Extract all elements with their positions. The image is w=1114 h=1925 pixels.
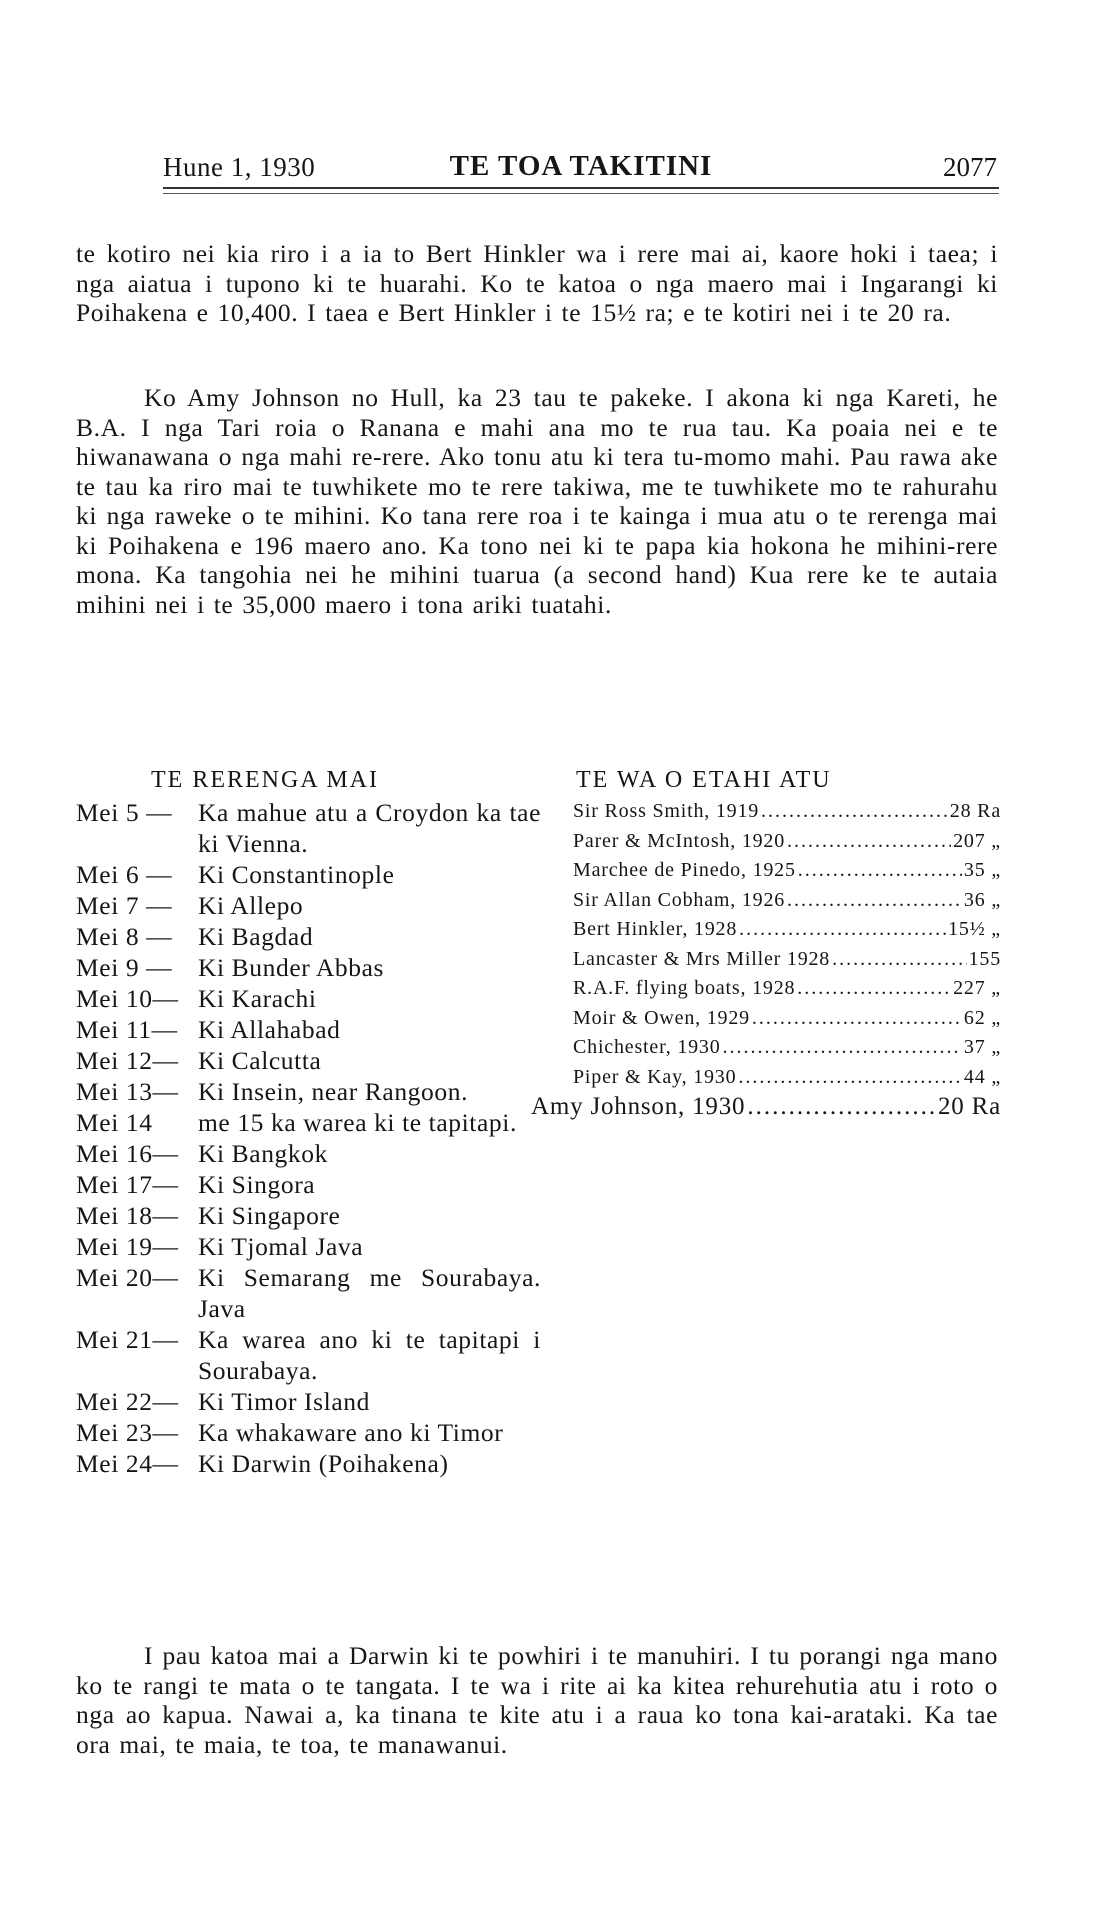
record-row	[531, 915, 1001, 945]
route-entry-day: Mei 6 —	[76, 860, 173, 889]
route-entry	[76, 1014, 541, 1045]
paragraph-amy-johnson: Ko Amy Johnson no Hull, ka 23 tau te pakeke. I akona ki nga Kareti, he B.A. I nga Tari roia o Ranana e mahi ana mo te rua tau. Ka poaia nei e te hiwanawana o nga mahi re-rere. Ako tonu atu ki tera tu-momo mahi. Pau rawa ake te tau ka riro mai te tuwhikete mo te rere takiwa, me te tuwhikete mo te rahurahu ki nga raweke o te mihini. Ko tana rere roa i te kainga i mua atu o te rerenga mai ki Poihakena e 196 maero ano. Ka tono nei ki te papa kia hokona he mihini-rere mona. Ka tangohia nei he mihini tuarua (a second hand) Kua rere ke te autaia mihini nei i te 35,000 maero i tona ariki tuatahi.	[76, 383, 998, 619]
record-name: Amy Johnson, 1930	[531, 1093, 746, 1120]
route-entry-day: Mei 14	[76, 1108, 153, 1137]
record-name: Piper & Kay, 1930	[573, 1065, 737, 1088]
header-date: Hune 1, 1930	[163, 152, 316, 182]
route-entry	[76, 1386, 541, 1417]
route-entry	[76, 1448, 541, 1479]
route-entry-text: Ki Bunder Abbas	[198, 953, 385, 982]
route-entry-text: Ki Insein, near Rangoon.	[198, 1077, 469, 1106]
route-entry-day: Mei 12—	[76, 1046, 179, 1075]
route-entry	[76, 797, 541, 859]
route-list	[76, 797, 541, 1479]
route-entry-day: Mei 8 —	[76, 922, 173, 951]
route-entry-text: Ki Constantinople	[198, 860, 395, 889]
page-header	[163, 150, 999, 186]
record-row	[531, 797, 1001, 827]
record-row	[531, 1063, 1001, 1093]
record-value: 37 „	[963, 1036, 1001, 1058]
route-entry-text: Ki Singapore	[198, 1201, 341, 1230]
record-value: 15½ „	[948, 918, 1001, 940]
route-entry	[76, 983, 541, 1014]
record-leader-dots	[761, 797, 948, 827]
record-row	[531, 856, 1001, 886]
route-entry	[76, 921, 541, 952]
record-row	[531, 1092, 1001, 1122]
route-entry-day: Mei 5 —	[76, 798, 173, 827]
route-entry-text: Ka warea ano ki te tapitapi i Sourabaya.	[198, 1325, 541, 1385]
record-leader-dots	[738, 1063, 962, 1093]
record-value: 227 „	[953, 977, 1001, 999]
route-entry	[76, 1417, 541, 1448]
route-entry	[76, 859, 541, 890]
record-leader-dots	[797, 974, 951, 1004]
route-entry-text: Ki Allahabad	[198, 1015, 341, 1044]
record-leader-dots	[747, 1092, 936, 1122]
route-entry	[76, 1200, 541, 1231]
route-entry-day: Mei 11—	[76, 1015, 178, 1044]
paragraph-intro: te kotiro nei kia riro i a ia to Bert Hinkler wa i rere mai ai, kaore hoki i taea; i nga aiatua i tupono ki te huarahi. Ko te katoa o nga maero mai i Ingarangi ki Poihakena e 10,400. I taea e Bert Hinkler i te 15½ ra; e te kotiri nei i te 20 ra.	[76, 239, 998, 327]
route-entry-text: Ki Calcutta	[198, 1046, 322, 1075]
record-value: 44 „	[963, 1065, 1001, 1088]
record-name: Moir & Owen, 1929	[573, 1006, 750, 1029]
route-entry-day: Mei 9 —	[76, 953, 173, 982]
record-value: 36 „	[963, 888, 1001, 911]
header-title: TE TOA TAKITINI	[449, 150, 713, 182]
records-heading: TE WA O ETAHI ATU	[576, 767, 832, 793]
paragraph-darwin: I pau katoa mai a Darwin ki te powhiri i te manuhiri. I tu porangi nga mano ko te rangi te mata o te tangata. I te wa i rite ai ka kitea rehurehutia atu i roto o nga ao kapua. Nawai a, ka tinana te kite atu i a raua ko tona kai-arataki. Ka tae ora mai, te maia, te toa, te manawanui.	[76, 1641, 998, 1759]
route-entry-text: Ka whakaware ano ki Timor	[198, 1418, 504, 1447]
route-entry	[76, 1076, 541, 1107]
record-name: Chichester, 1930	[573, 1036, 721, 1058]
record-value: 35 „	[963, 859, 1001, 881]
record-row	[531, 1004, 1001, 1034]
route-entry-day: Mei 23—	[76, 1418, 179, 1447]
route-entry-text: Ki Semarang me Sourabaya. Java	[198, 1263, 541, 1323]
record-name: Lancaster & Mrs Miller 1928	[573, 947, 831, 970]
records-list	[531, 797, 1001, 1122]
route-entry-day: Mei 24—	[76, 1449, 179, 1478]
route-entry-text: Ki Bagdad	[198, 922, 314, 951]
route-entry-text: Ka mahue atu a Croydon ka tae ki Vienna.	[198, 798, 541, 858]
record-name: Parer & McIntosh, 1920	[573, 829, 786, 852]
record-row	[531, 945, 1001, 975]
route-entry	[76, 1231, 541, 1262]
route-entry-day: Mei 21—	[76, 1325, 179, 1354]
record-name: Sir Ross Smith, 1919	[573, 800, 760, 822]
route-entry-text: Ki Timor Island	[198, 1387, 370, 1416]
route-entry-day: Mei 19—	[76, 1232, 179, 1261]
route-entry-day: Mei 22—	[76, 1387, 179, 1416]
route-entry	[76, 1324, 541, 1386]
page-number: 2077	[943, 152, 997, 182]
route-entry-day: Mei 7 —	[76, 891, 173, 920]
record-leader-dots	[832, 945, 966, 975]
record-value: 20 Ra	[937, 1093, 1001, 1120]
route-entry-text: Ki Singora	[198, 1170, 316, 1199]
route-entry	[76, 1107, 541, 1138]
route-entry-text: me 15 ka warea ki te tapitapi.	[198, 1108, 517, 1137]
record-row	[531, 886, 1001, 916]
record-leader-dots	[798, 856, 962, 886]
route-entry	[76, 1045, 541, 1076]
record-row	[531, 827, 1001, 857]
route-entry-day: Mei 16—	[76, 1139, 179, 1168]
record-value: 207 „	[953, 829, 1001, 852]
route-entry	[76, 1169, 541, 1200]
record-row	[531, 974, 1001, 1004]
route-entry-day: Mei 17—	[76, 1170, 179, 1199]
record-name: Marchee de Pinedo, 1925	[573, 859, 796, 881]
header-rule-thin	[163, 193, 999, 194]
route-entry	[76, 952, 541, 983]
record-row	[531, 1033, 1001, 1063]
route-column	[76, 763, 541, 1479]
record-name: Sir Allan Cobham, 1926	[573, 888, 786, 911]
record-value: 155	[968, 947, 1001, 970]
route-entry-text: Ki Karachi	[198, 984, 317, 1013]
record-leader-dots	[787, 827, 951, 857]
record-leader-dots	[739, 915, 946, 945]
route-entry-text: Ki Tjomal Java	[198, 1232, 364, 1261]
route-entry-day: Mei 13—	[76, 1077, 179, 1106]
route-entry	[76, 1138, 541, 1169]
record-name: Bert Hinkler, 1928	[573, 918, 738, 940]
record-value: 62 „	[963, 1006, 1001, 1029]
route-entry	[76, 890, 541, 921]
records-column	[531, 763, 1001, 1122]
header-rule	[163, 187, 999, 189]
route-entry-day: Mei 20—	[76, 1263, 179, 1292]
record-leader-dots	[787, 886, 962, 916]
record-leader-dots	[752, 1004, 962, 1034]
route-entry	[76, 1262, 541, 1324]
record-value: 28 Ra	[949, 800, 1001, 822]
route-entry-text: Ki Bangkok	[198, 1139, 328, 1168]
route-entry-day: Mei 18—	[76, 1201, 179, 1230]
route-entry-text: Ki Allepo	[198, 891, 304, 920]
route-entry-day: Mei 10—	[76, 984, 179, 1013]
record-name: R.A.F. flying boats, 1928	[573, 977, 796, 999]
record-leader-dots	[723, 1033, 962, 1063]
route-heading: TE RERENGA MAI	[151, 767, 379, 793]
route-entry-text: Ki Darwin (Poihakena)	[198, 1449, 449, 1478]
